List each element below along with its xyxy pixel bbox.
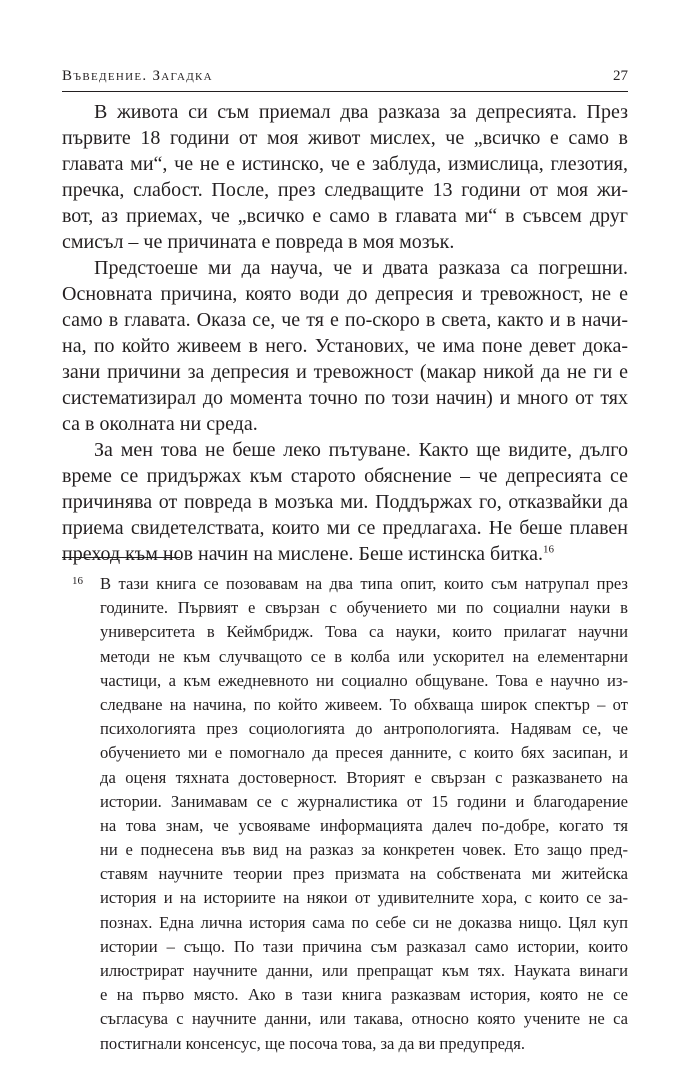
footnote-line: частици, а към ежедневното ни социално общуване. Това е научно из- (100, 670, 628, 690)
text-line: само в главата. Оказа се, че тя е по-скоро в света, както и в начи- (62, 309, 628, 331)
footnote-line: да оценя тяхната достоверност. Вторият е свързан с разказването на (100, 767, 628, 787)
footnote-line: следване на начина, по който живеем. То обхваща широк спектър – от (100, 694, 628, 714)
text-line: време се придържах към старото обяснение – че депресията се (62, 465, 628, 487)
footnote-line: ставям научните теории през призмата на собствената ми житейска (100, 864, 628, 884)
footnote-line: на това знам, че усвояваме информацията далеч по-добре, когато тя (100, 815, 628, 835)
text-line: В живота си съм приемал два разказа за депресията. През (94, 101, 628, 123)
text-line-with-footnote (62, 541, 628, 567)
text-line: причинява от повреда в мозъка ми. Поддържах го, отказвайки да (62, 491, 628, 513)
footnote-line: методи не към случващото се в колба или ускорител на елементарни (100, 646, 628, 666)
footnote-line: истории. Занимавам се с журналистика от 15 години и благодарение (100, 791, 628, 811)
text-line: зани причини за депресия и тревожност (макар никой да не ги е (62, 361, 628, 383)
footnote-line: история и на историите на някои от удивителните хора, с които се за- (100, 888, 628, 908)
footnote-line: В тази книга се позовавам на два типа опит, които съм натрупал през (100, 574, 628, 593)
text-line: вот, аз приемах, че „всичко е само в главата ми“ в съвсем друг (62, 205, 628, 227)
text-line: За мен това не беше леко пътуване. Както ще видите, дълго (94, 439, 628, 461)
text-line: приема свидетелствата, които ми се предлагаха. Не беше плавен (62, 517, 628, 539)
footnote-line: е на първо място. Ако в тази книга разказвам история, която не се (100, 985, 628, 1005)
footnote-reference[interactable]: 16 (542, 543, 554, 556)
text-line: систематизирал до момента точно по този начин) и много от тях (62, 387, 628, 409)
footnote-line: университета в Кеймбридж. Това са науки, които прилагат научни (100, 622, 628, 642)
text-line: първите 18 години от моя живот мислех, че „всичко е само в (62, 127, 628, 149)
footnote-text (100, 572, 628, 1056)
text-line: смисъл – че причината е повреда в моя мозък. (62, 231, 455, 253)
header-rule (62, 91, 628, 92)
text-line: Предстоеше ми да науча, че и двата разказа са погрешни. (94, 257, 628, 279)
footnote-line: ни е поднесена във вид на разказ за конкретен човек. Ето защо пред- (100, 840, 628, 860)
text-line: пречка, слабост. После, през следващите 13 години от моя жи- (62, 179, 628, 201)
footnote-separator (62, 557, 180, 558)
footnote-line: познах. Една лична история сама по себе си не доказва нищо. Цял куп (100, 912, 628, 932)
running-header (62, 64, 628, 88)
text-line: главата ми“, че не е истинско, че е заблуда, измислица, глезотия, (62, 153, 628, 175)
text-line: Основната причина, която води до депресия и тревожност, не е (62, 283, 628, 305)
footnote-line: постигнали консенсус, ще посоча това, за да ви предупредя. (100, 1033, 525, 1053)
footnote-line: психологията през социологията до антропологията. Надявам се, че (100, 719, 628, 739)
running-header-title: Въведение. Загадка (62, 68, 213, 84)
footnote-line: съгласува с научните данни, или такава, относно която учените не са (100, 1009, 628, 1029)
text-line: преход към нов начин на мислене. Беше истинска битка. (62, 543, 543, 565)
footnote-line: годините. Първият е свързан с обучението ми по социални науки в (100, 598, 628, 618)
text-line: са в околната ни среда. (62, 413, 258, 435)
footnote-number: 16 (72, 575, 83, 587)
body-text (62, 99, 628, 567)
text-line: на, по който живеем в него. Установих, че има поне девет дока- (62, 335, 628, 357)
footnote-line: обучението ми е помогнало да пресея данните, с които бях засипан, и (100, 743, 628, 763)
footnote-line: истории – също. По тази причина съм разказал само истории, които (100, 936, 628, 956)
page-number: 27 (613, 68, 628, 84)
footnote-line: илюстрират научните данни, или препращат към тях. Науката винаги (100, 961, 628, 980)
